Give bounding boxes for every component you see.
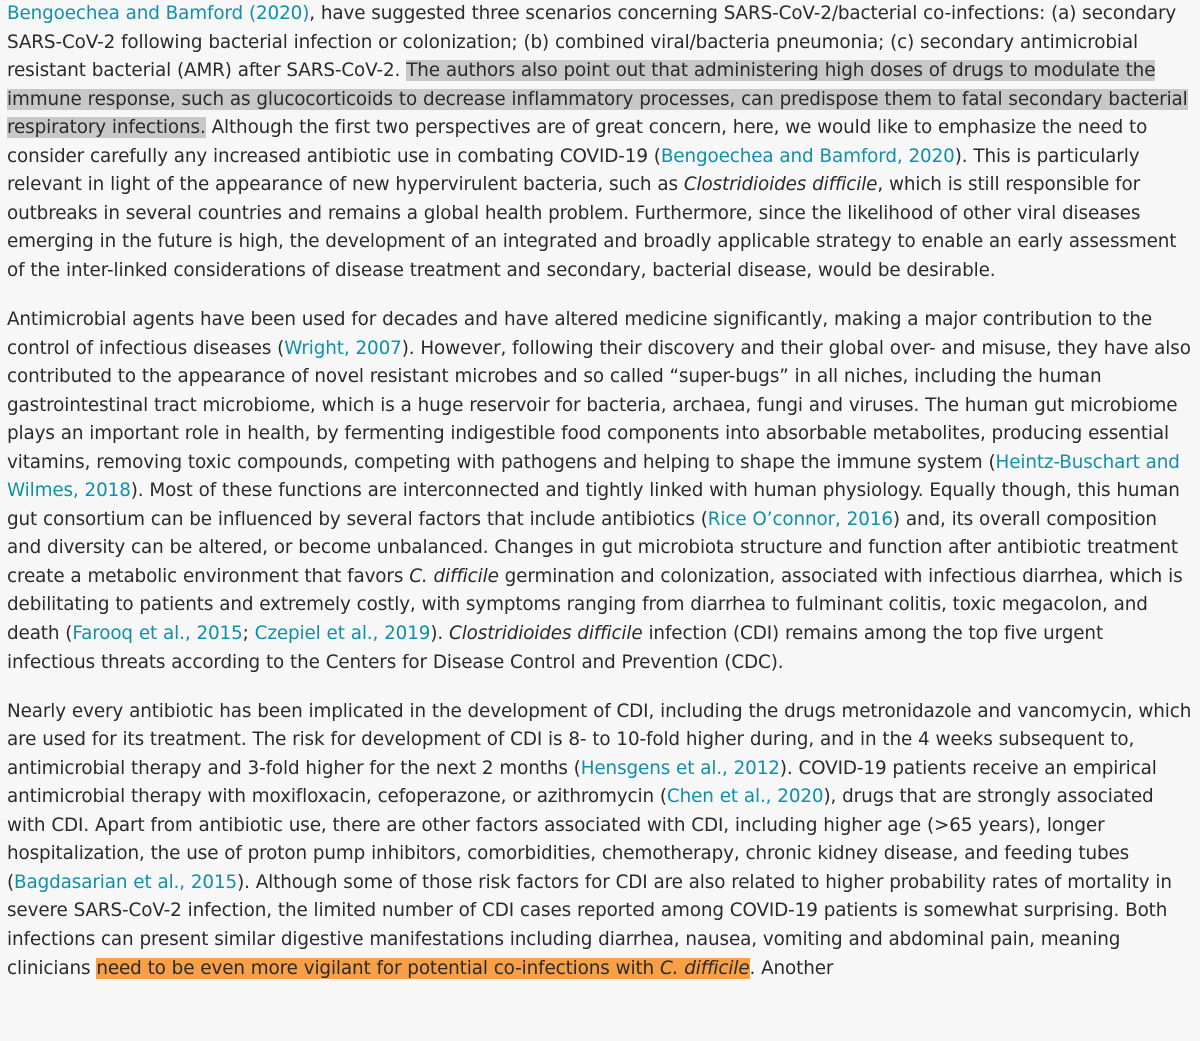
citation-link[interactable]: Bengoechea and Bamford (2020) (7, 3, 310, 24)
species-name: C. difficile (409, 565, 499, 587)
text-span: germination and colonization, associated with infectious diarrhea, which is debilitating to patients and extremely costly, with symptoms ranging from diarrhea to fulminant colitis, toxic megacolon, and death ( (7, 565, 1183, 644)
paragraph-3 (7, 698, 1193, 983)
citation-link[interactable]: Chen et al., 2020 (666, 786, 824, 808)
text-span: , which is still responsible for outbreaks in several countries and remains a global health problem. Furthermore, since the likelihood of other viral diseases emerging in the future is high, the development of an integrated and broadly applicable strategy to enable an early assessment of the inter-linked considerations of disease treatment and secondary, bacterial disease, would be desirable. (7, 174, 1177, 281)
text-span: Nearly every antibiotic has been implicated in the development of CDI, including the drugs metronidazole and vancomycin, which are used for its treatment. The risk for development of CDI is 8- to 10-fold higher during, and in the 4 weeks subsequent to, antimicrobial therapy and 3-fold higher for the next 2 months ( (7, 700, 1192, 779)
highlighted-text-gray: The authors also point out that administering high doses of drugs to modulate the immune response, such as glucocorticoids to decrease inflammatory processes, can predispose them to fatal secondary bacterial respiratory infections. (7, 60, 1188, 139)
citation-link[interactable]: Wright, 2007 (284, 337, 402, 359)
text-span: , have suggested three scenarios concerning SARS-CoV-2/bacterial co-infections: (a) secondary SARS-CoV-2 following bacterial infection or colonization; (b) combined viral/bacteria pneumonia; (c) secondary antimicrobial resistant bacterial (AMR) after SARS-CoV-2. (7, 3, 1177, 82)
species-name: Clostridioides difficile (449, 622, 643, 644)
citation-link[interactable]: Czepiel et al., 2019 (254, 622, 431, 644)
highlighted-species-name: C. difficile (659, 957, 750, 979)
citation-link[interactable]: Rice O’connor, 2016 (707, 508, 893, 530)
text-span: ). This is particularly relevant in light of the appearance of new hypervirulent bacteria, such as (7, 145, 1140, 196)
text-span: ) and, its overall composition and diversity can be altered, or become unbalanced. Changes in gut microbiota structure and function after antibiotic treatment create a metabolic environment that favors (7, 508, 1179, 587)
text-span: Although the first two perspectives are of great concern, here, we would like to emphasize the need to consider carefully any increased antibiotic use in combating COVID-19 ( (7, 117, 1148, 167)
citation-link[interactable]: Farooq et al., 2015 (72, 622, 243, 644)
text-span: . Another (749, 957, 834, 979)
highlighted-text-orange: need to be even more vigilant for potential co-infections with (96, 957, 660, 979)
text-span: ; (242, 622, 255, 644)
paragraph-2 (7, 306, 1193, 677)
text-span: ). However, following their discovery and their global over- and misuse, they have also contributed to the appearance of novel resistant microbes and so called “super-bugs” in all niches, including the human gastrointestinal tract microbiome, which is a huge reservoir for bacteria, archaea, fungi and viruses. The human gut microbiome plays an important role in health, by fermenting indigestible food components into absorbable metabolites, producing essential vitamins, removing toxic compounds, competing with pathogens and helping to shape the immune system ( (7, 337, 1191, 473)
citation-link[interactable]: Bagdasarian et al., 2015 (14, 871, 238, 893)
text-span: ). (430, 622, 450, 644)
citation-link[interactable]: Hensgens et al., 2012 (580, 757, 780, 779)
citation-link[interactable]: Bengoechea and Bamford, 2020 (660, 145, 955, 167)
text-span: ). Although some of those risk factors for CDI are also related to higher probability rates of mortality in severe SARS-CoV-2 infection, the limited number of CDI cases reported among COVID-19 patients is somewhat surprising. Both infections can present similar digestive manifestations including diarrhea, nausea, vomiting and abdominal pain, meaning clinicians (7, 871, 1172, 979)
species-name: Clostridioides difficile (683, 174, 878, 196)
text-span: ), drugs that are strongly associated with CDI. Apart from antibiotic use, there are other factors associated with CDI, including higher age (>65 years), longer hospitalization, the use of proton pump inhibitors, comorbidities, chemotherapy, chronic kidney disease, and feeding tubes ( (7, 786, 1154, 893)
text-span: infection (CDI) remains among the top five urgent infectious threats according to the Centers for Disease Control and Prevention (CDC). (7, 622, 1104, 673)
text-span: ). Most of these functions are interconnected and tightly linked with human physiology. Equally though, this human gut consortium can be influenced by several factors that include antibiotics ( (7, 480, 1180, 530)
text-span: Antimicrobial agents have been used for decades and have altered medicine significantly, making a major contribution to the control of infectious diseases ( (7, 308, 1153, 359)
text-span: ). COVID-19 patients receive an empirical antimicrobial therapy with moxifloxacin, cefoperazone, or azithromycin ( (7, 757, 1157, 808)
citation-link[interactable]: Heintz-Buschart and Wilmes, 2018 (7, 451, 1180, 502)
paragraph-1 (7, 0, 1193, 285)
